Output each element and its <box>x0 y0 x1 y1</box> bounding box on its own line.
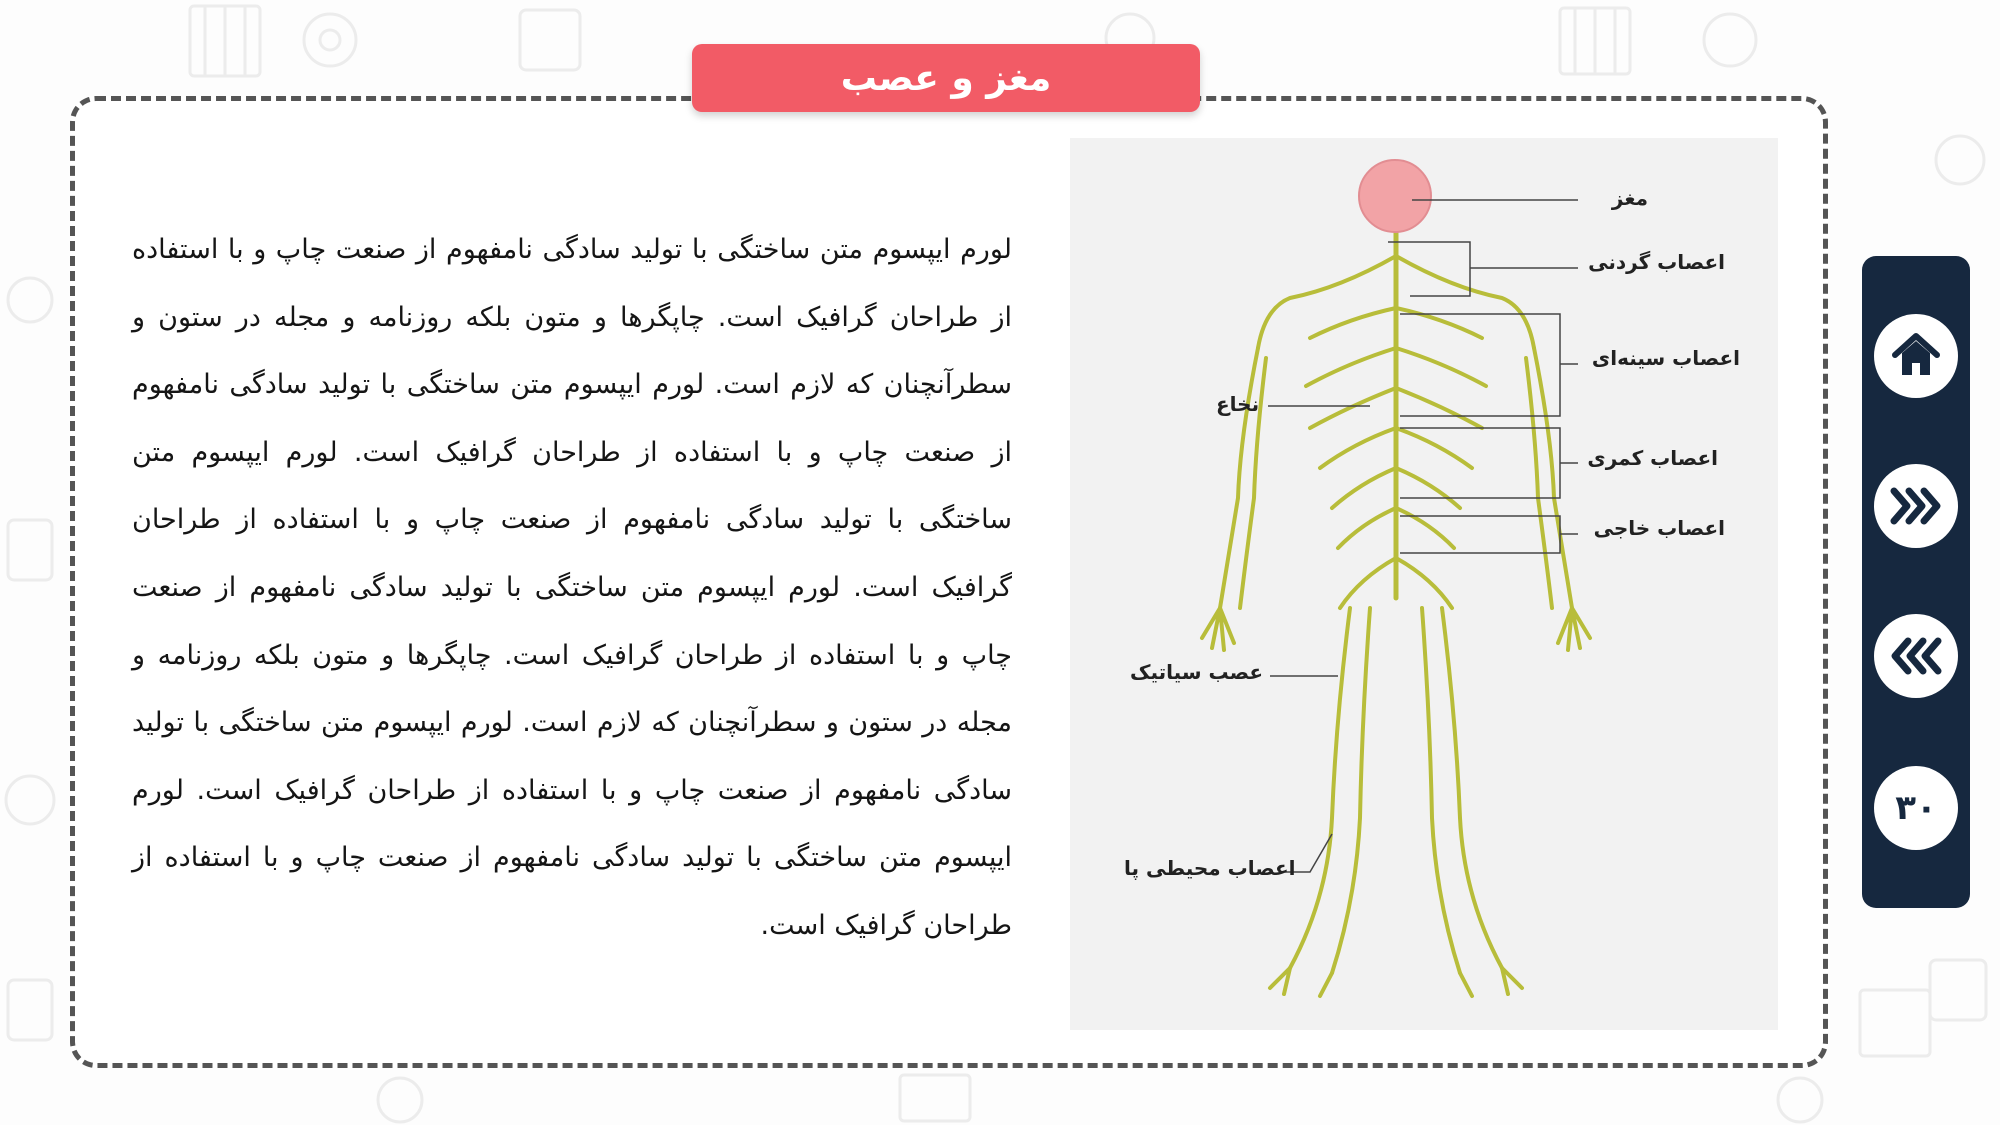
navigation-panel <box>1862 256 1970 908</box>
home-icon <box>1891 331 1941 381</box>
label-spinal-cord: نخاع <box>1216 392 1260 416</box>
next-slide-button[interactable] <box>1874 464 1958 548</box>
label-thoracic-nerves: اعصاب سینه‌ای <box>1591 346 1740 370</box>
body-paragraph: لورم ایپسوم متن ساختگی با تولید سادگی نامفهوم از صنعت چاپ و با استفاده از طراحان گرافیک است. چاپگرها و متون بلکه روزنامه و مجله در ستون و سطرآنچنان که لازم است. لورم ایپسوم متن ساختگی با تولید سادگی نامفهوم از صنعت چاپ و با استفاده از طراحان گرافیک است. لورم ایپسوم متن ساختگی با تولید سادگی نامفهوم از صنعت چاپ و با استفاده از طراحان گرافیک است. لورم ایپسوم متن ساختگی با تولید سادگی نامفهوم از صنعت چاپ و با استفاده از طراحان گرافیک است. چاپگرها و متون بلکه روزنامه و مجله در ستون و سطرآنچنان که لازم است. لورم ایپسوم متن ساختگی با تولید سادگی نامفهوم از صنعت چاپ و با استفاده از طراحان گرافیک است. لورم ایپسوم متن ساختگی با تولید سادگی نامفهوم از صنعت چاپ و با استفاده از طراحان گرافیک است. <box>132 234 1012 941</box>
label-brain: مغز <box>1611 186 1648 210</box>
brain-shape <box>1359 160 1431 232</box>
chevrons-right-icon <box>1889 486 1943 526</box>
page-number-badge <box>1874 766 1958 850</box>
label-peripheral-nerves: اعصاب محیطی پا <box>1124 856 1296 880</box>
previous-slide-button[interactable] <box>1874 614 1958 698</box>
label-sacral-nerves: اعصاب خاجی <box>1593 516 1725 540</box>
home-button[interactable] <box>1874 314 1958 398</box>
label-cervical-nerves: اعصاب گردنی <box>1588 250 1725 274</box>
label-lumbar-nerves: اعصاب کمری <box>1587 446 1718 470</box>
nervous-system-figure <box>1070 138 1778 1030</box>
page-number: ۳۰ <box>1895 788 1937 828</box>
chevrons-left-icon <box>1889 636 1943 676</box>
label-sciatic-nerve: عصب سیاتیک <box>1130 660 1263 684</box>
slide-title: مغز و عصب <box>692 44 1200 112</box>
